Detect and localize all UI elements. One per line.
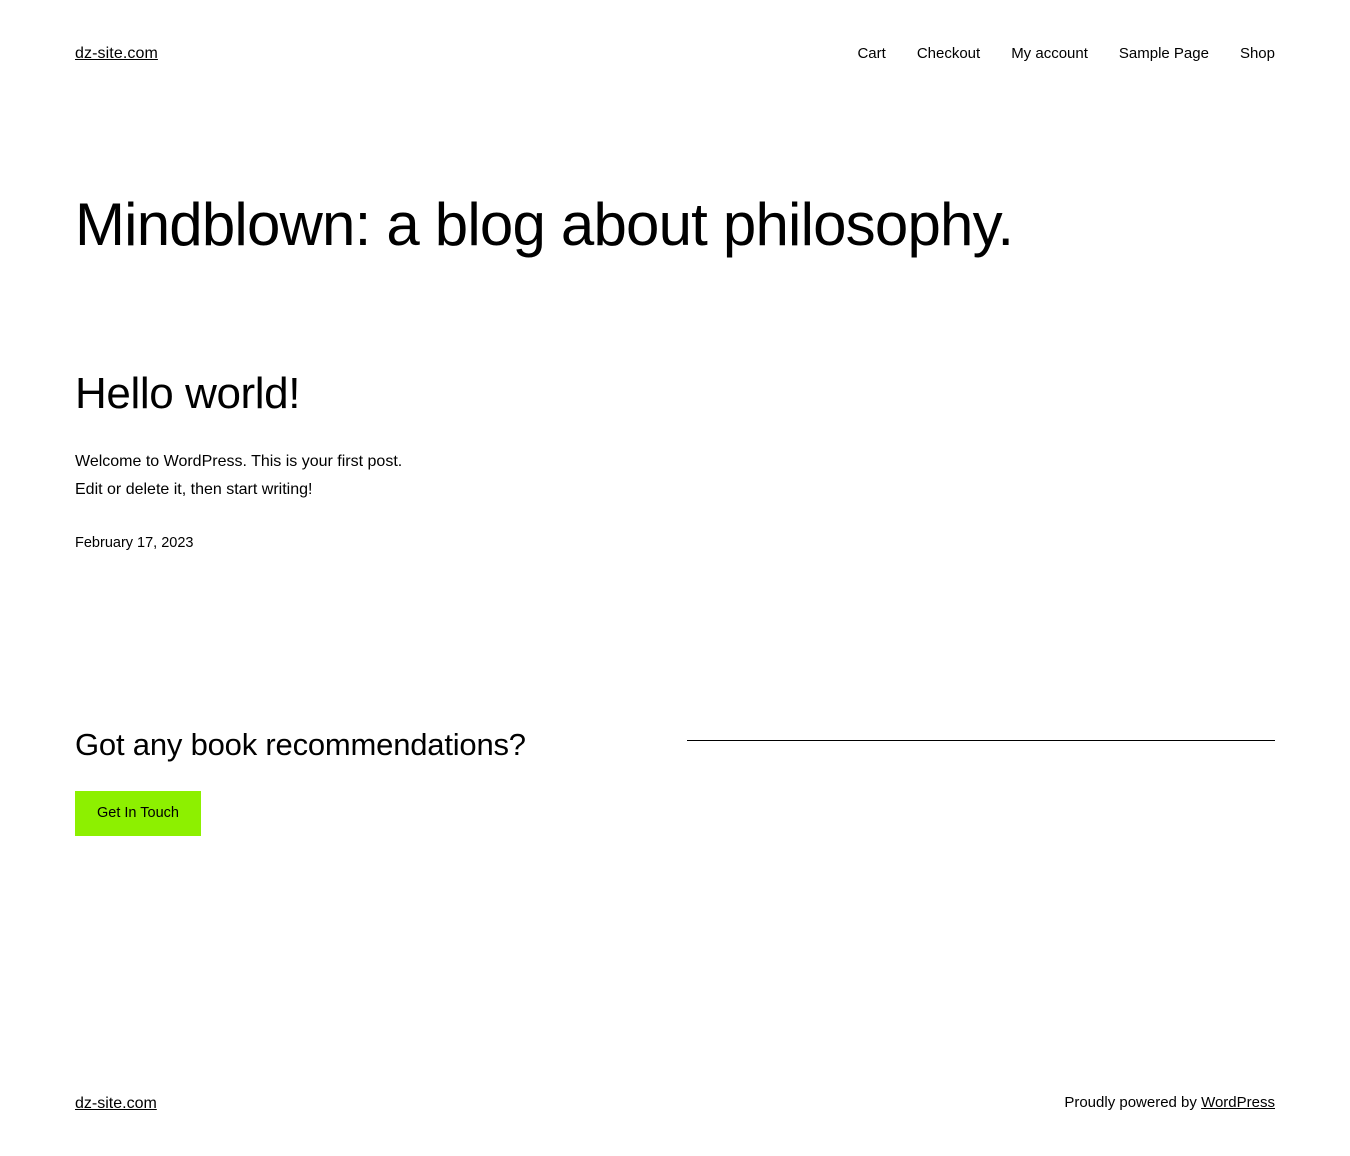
get-in-touch-button[interactable]: Get In Touch bbox=[75, 791, 201, 836]
footer-credit-text: Proudly powered by bbox=[1064, 1094, 1202, 1112]
post-excerpt bbox=[75, 419, 775, 505]
nav-item-sample-page[interactable]: Sample Page bbox=[1118, 44, 1209, 62]
cta-section bbox=[75, 726, 1275, 836]
post-date: February 17, 2023 bbox=[75, 534, 194, 551]
site-header bbox=[0, 0, 1350, 63]
footer-credit bbox=[1064, 1094, 1275, 1112]
nav-item-shop[interactable]: Shop bbox=[1239, 44, 1275, 62]
footer-site-title-link[interactable]: dz-site.com bbox=[75, 1094, 157, 1112]
site-footer bbox=[0, 1094, 1350, 1156]
post-title[interactable]: Hello world! bbox=[75, 369, 301, 419]
wordpress-link[interactable]: WordPress bbox=[1201, 1094, 1275, 1112]
horizontal-divider bbox=[687, 740, 1275, 741]
nav-item-cart[interactable]: Cart bbox=[857, 44, 886, 62]
site-title-link[interactable]: dz-site.com bbox=[75, 45, 158, 62]
nav-item-checkout[interactable]: Checkout bbox=[916, 44, 981, 62]
cta-heading: Got any book recommendations? bbox=[75, 727, 526, 763]
page-title: Mindblown: a blog about philosophy. bbox=[75, 191, 1014, 259]
post-excerpt-line-1: Welcome to WordPress. This is your first post. bbox=[75, 452, 403, 470]
nav-item-my-account[interactable]: My account bbox=[1011, 44, 1088, 62]
primary-navigation bbox=[857, 45, 1275, 63]
post-item bbox=[75, 258, 1275, 554]
main-content bbox=[0, 63, 1350, 836]
post-excerpt-line-2: Edit or delete it, then start writing! bbox=[75, 481, 313, 499]
